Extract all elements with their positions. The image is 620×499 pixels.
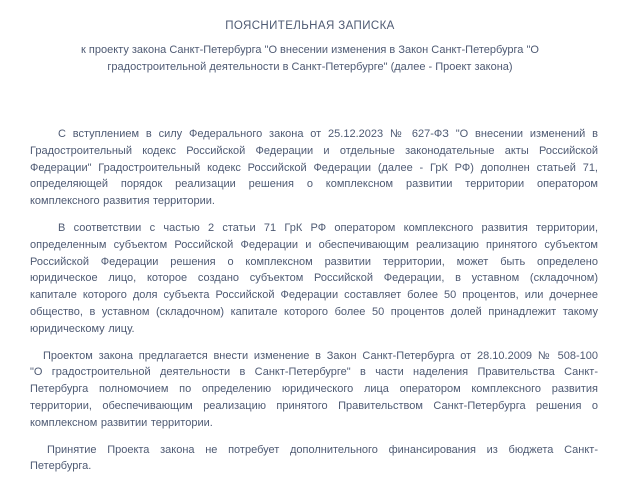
paragraph xyxy=(30,126,598,210)
paragraph xyxy=(30,442,598,476)
text-line: В соответствии с частью 2 статьи 71 ГрК РФ оператором комплексного развития территории, xyxy=(58,221,598,234)
document-body xyxy=(30,126,598,475)
text-line: Принятие Проекта закона не потребует дополнительного финансирования из бюджета Санкт- xyxy=(47,443,598,456)
subtitle-line: градостроительной деятельности в Санкт-Петербурге" (далее - Проект закона) xyxy=(107,61,513,73)
document-title: ПОЯСНИТЕЛЬНАЯ ЗАПИСКА xyxy=(225,20,395,32)
text-line: определенным субъектом Российской Федерации и обеспечивающим реализацию принятого субъектом xyxy=(30,238,598,251)
text-line: юридическому лицу. xyxy=(30,322,135,335)
text-line: комплексного развития территории. xyxy=(30,195,215,208)
text-line: капитале которого доля субъекта Российской Федерации составляет более 50 процентов, или дочернее xyxy=(30,289,598,302)
text-line: Федерации" Градостроительный кодекс Российской Федерации (далее - ГрК РФ) дополнен статьей 71, xyxy=(30,161,598,174)
text-line: Градостроительный кодекс Российской Федерации и отдельные законодательные акты Российской xyxy=(30,144,598,157)
text-line: Петербурга. xyxy=(30,460,92,473)
text-line: юридическое лицо, которое создано субъектом Российской Федерации, в уставном (складочном) xyxy=(30,272,598,285)
text-line: территории, обеспечивающим реализацию принятого Правительством Санкт-Петербурга решения о xyxy=(30,399,598,412)
text-line: "О градостроительной деятельности в Санкт-Петербурге" в части наделения Правительства Санкт- xyxy=(30,366,598,379)
paragraph xyxy=(30,348,598,432)
text-line: Российской Федерации решения о комплексном развитии территории, может быть определено xyxy=(30,255,598,268)
text-line: Петербурга полномочием по определению юридического лица оператором комплексного развития xyxy=(30,383,598,396)
subtitle-line: к проекту закона Санкт-Петербурга "О внесении изменения в Закон Санкт-Петербурга "О xyxy=(81,44,539,56)
document-subtitle xyxy=(0,42,620,76)
document-header xyxy=(0,0,620,76)
text-line: определяющей порядок реализации решения о комплексном развитии территории оператором xyxy=(30,178,598,191)
text-line: С вступлением в силу Федерального закона от 25.12.2023 № 627-ФЗ "О внесении изменений в xyxy=(58,128,598,140)
paragraph xyxy=(30,220,598,338)
text-line: общество, в уставном (складочном) капитале которого более 50 процентов долей принадлежит такому xyxy=(30,305,598,318)
text-line: Проектом закона предлагается внести изменение в Закон Санкт-Петербурга от 28.10.2009 № 508-100 xyxy=(43,349,598,362)
text-line: комплексном развитии территории. xyxy=(30,416,213,429)
